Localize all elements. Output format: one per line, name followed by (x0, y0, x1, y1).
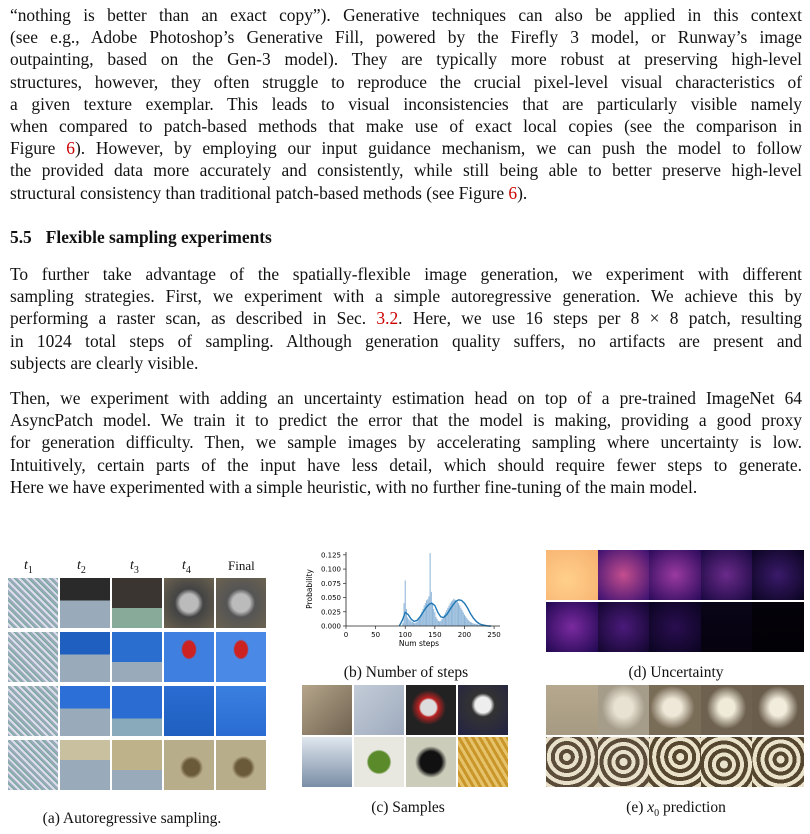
sample-image (302, 685, 352, 735)
sample-image (458, 737, 508, 787)
histogram-bar (415, 623, 416, 626)
histogram-bar (435, 617, 436, 626)
histogram-bar (411, 621, 412, 626)
text-line: in 1024 total steps of sampling. Although generation quality suffers, no artifacts are present and (10, 330, 802, 351)
paragraph-generative-techniques (10, 4, 802, 204)
histogram-bar (409, 620, 410, 626)
histogram-bar (472, 623, 473, 626)
autoregressive-thumbnail (164, 632, 214, 682)
autoregressive-thumbnail (216, 686, 266, 736)
figure-x0-prediction (546, 685, 804, 789)
histogram-bar (438, 621, 439, 626)
column-header-t2: $t_2$ (77, 558, 86, 576)
histogram-bar (465, 616, 466, 626)
text-line: a given texture exemplar. This leads to visual inconsistencies that are particularly visible namely (10, 93, 802, 114)
text-line: outpainting, based on the Gen-3 model). They are typically more robust at preserving high-level (10, 49, 802, 70)
column-header-t4: $t_4$ (182, 558, 191, 576)
histogram-bar (445, 612, 446, 626)
figure-autoregressive-grid (8, 556, 270, 796)
histogram-bar (471, 623, 472, 626)
text-line: performing a raster scan, as described in Sec. 3.2. Here, we use 16 steps per 8 × 8 patch, resulting (10, 308, 802, 329)
column-header-t3: $t_3$ (130, 558, 139, 576)
y-tick-label: 0.025 (320, 608, 341, 617)
y-axis-label: Probability (305, 569, 314, 609)
text-line: (see e.g., Adobe Photoshop’s Generative Fill, powered by the Firefly 3 model, or Runway’s image (10, 27, 802, 48)
section-heading (10, 227, 272, 248)
histogram-chart (300, 546, 510, 656)
histogram-bar (451, 602, 452, 626)
text-line: for generation difficulty. Then, we sample images by accelerating sampling where uncertainty is low. (10, 432, 802, 453)
autoregressive-thumbnail (8, 740, 58, 790)
x0-prediction-image (546, 685, 598, 735)
autoregressive-thumbnail (216, 632, 266, 682)
histogram-bar (413, 623, 414, 626)
uncertainty-map (598, 550, 650, 600)
y-tick-label: 0.000 (320, 622, 341, 631)
x0-prediction-image (752, 737, 804, 787)
column-header-final: Final (228, 558, 255, 573)
uncertainty-map (752, 550, 804, 600)
histogram-bar (402, 623, 403, 626)
sample-image (354, 737, 404, 787)
histogram-bar (431, 592, 432, 626)
text-line: the provided data more accurately and consistently, while still being able to better preserve high-level (10, 160, 802, 181)
uncertainty-map (752, 602, 804, 652)
histogram-bar (463, 612, 464, 626)
histogram-bar (459, 606, 460, 626)
histogram-bar (466, 618, 467, 626)
caption-d: (d) Uncertainty (628, 664, 724, 681)
uncertainty-map (546, 550, 598, 600)
uncertainty-map (701, 550, 753, 600)
histogram-bar (434, 612, 435, 626)
x0-prediction-image (649, 685, 701, 735)
autoregressive-thumbnail (60, 740, 110, 790)
histogram-bar (450, 603, 451, 626)
x-tick-label: 200 (457, 631, 472, 639)
histogram-bar (414, 623, 415, 626)
x0-prediction-image (598, 737, 650, 787)
uncertainty-map (649, 550, 701, 600)
histogram-bar (458, 603, 459, 626)
x-axis-label: Num steps (398, 639, 440, 648)
histogram-bar (462, 610, 463, 626)
text-line: AsyncPatch model. We train it to predict the error that the model is making, providing a good proxy (10, 410, 802, 431)
histogram-bar (443, 617, 444, 626)
histogram-bar (439, 621, 440, 626)
histogram-bar (446, 610, 447, 626)
text-line: To further take advantage of the spatially-flexible image generation, we experiment with different (10, 264, 802, 284)
y-tick-label: 0.125 (320, 551, 341, 560)
x-tick-label: 0 (343, 631, 349, 639)
x0-prediction-image (546, 737, 598, 787)
histogram-bar (449, 606, 450, 626)
histogram-bar (408, 619, 409, 626)
y-tick-label: 0.100 (320, 565, 341, 574)
text-line: sampling strategies. First, we experiment with a simple autoregressive generation. We achieve this by (10, 286, 802, 307)
text-line: Here we have experimented with a simple heuristic, with no further fine-tuning of the main model. (10, 476, 698, 497)
histogram-bar (405, 580, 406, 626)
sample-image (458, 685, 508, 735)
text-line: subjects are clearly visible. (10, 352, 199, 373)
y-tick-label: 0.050 (320, 594, 341, 603)
paragraph-uncertainty (10, 387, 802, 498)
histogram-bar (433, 609, 434, 626)
autoregressive-thumbnail (8, 632, 58, 682)
autoregressive-thumbnail (60, 578, 110, 628)
text-line: Intuitively, certain parts of the input have less detail, which should require fewer steps to generate. (10, 454, 802, 475)
autoregressive-thumbnail (164, 686, 214, 736)
x0-prediction-image (701, 685, 753, 735)
y-tick-label: 0.075 (320, 579, 341, 588)
histogram-bar (441, 619, 442, 626)
histogram-bar (426, 600, 427, 626)
section-number: 5.5 (10, 227, 32, 247)
histogram-bar (424, 606, 425, 626)
histogram-bar (467, 620, 468, 626)
figure-6-link[interactable]: 6 (508, 182, 518, 203)
histogram-bar (432, 603, 433, 626)
figure-6-link[interactable]: 6 (66, 138, 75, 159)
text-line: Then, we experiment with adding an uncertainty estimation head on top of a pre-trained ImageNet 64 (10, 388, 802, 408)
histogram-bar (460, 608, 461, 626)
autoregressive-thumbnail (112, 740, 162, 790)
histogram-bar (417, 621, 418, 626)
uncertainty-map (701, 602, 753, 652)
histogram-bar (437, 619, 438, 626)
autoregressive-thumbnail (60, 632, 110, 682)
paragraph-autoregressive (10, 263, 802, 374)
x0-prediction-image (701, 737, 753, 787)
autoregressive-thumbnail (60, 686, 110, 736)
figure-samples-grid (302, 685, 508, 787)
x0-prediction-image (598, 685, 650, 735)
x-tick-label: 250 (487, 631, 501, 639)
uncertainty-map (649, 602, 701, 652)
text-line: Figure 6). However, by employing our input guidance mechanism, we can push the model to follow (10, 138, 802, 159)
autoregressive-thumbnail (112, 578, 162, 628)
text-line: structural consistency than traditional patch-based methods (see Figure 6). (10, 182, 528, 203)
text-line: “nothing is better than an exact copy”). Generative techniques can also be applied in this context (10, 5, 802, 25)
sample-image (406, 685, 456, 735)
sample-image (406, 737, 456, 787)
autoregressive-thumbnail (216, 740, 266, 790)
x-tick-label: 100 (398, 631, 412, 639)
autoregressive-thumbnail (112, 686, 162, 736)
autoregressive-thumbnail (112, 632, 162, 682)
autoregressive-thumbnail (164, 578, 214, 628)
autoregressive-thumbnail (8, 686, 58, 736)
histogram-bar (407, 617, 408, 626)
autoregressive-thumbnail (164, 740, 214, 790)
histogram-bar (427, 599, 428, 626)
histogram-bar (470, 622, 471, 626)
uncertainty-map (598, 602, 650, 652)
histogram-bar (440, 621, 441, 626)
histogram-bar (428, 596, 429, 626)
autoregressive-thumbnail (216, 578, 266, 628)
section-3-2-link[interactable]: 3.2 (376, 308, 399, 329)
column-header-t1: $t_1$ (24, 558, 33, 576)
histogram-bar (457, 602, 458, 626)
histogram-bar (430, 553, 431, 626)
x0-prediction-image (752, 685, 804, 735)
caption-a: (a) Autoregressive sampling. (42, 810, 222, 827)
histogram-bar (406, 609, 407, 626)
caption-b: (b) Number of steps (343, 664, 469, 681)
caption-c: (c) Samples (371, 799, 445, 816)
autoregressive-thumbnail (8, 578, 58, 628)
text-line: structures, however, they often struggle to reproduce the crucial pixel-level visual characteristics of (10, 71, 802, 92)
chart-number-of-steps (300, 546, 510, 656)
x0-prediction-image (649, 737, 701, 787)
histogram-bar (456, 600, 457, 626)
uncertainty-map (546, 602, 598, 652)
histogram-bar (425, 603, 426, 626)
text-line: when compared to patch-based methods that make use of exact local copies (see the comparison in (10, 116, 802, 137)
histogram-bar (447, 608, 448, 626)
histogram-bar (469, 621, 470, 626)
x-tick-label: 150 (428, 631, 442, 639)
x-tick-label: 50 (371, 631, 381, 639)
section-title: Flexible sampling experiments (45, 227, 272, 247)
histogram-bar (464, 615, 465, 626)
caption-e: (e) $x_0$ prediction (626, 799, 726, 820)
sample-image (354, 685, 404, 735)
histogram-bar (412, 622, 413, 626)
sample-image (302, 737, 352, 787)
figure-uncertainty-maps (546, 550, 804, 654)
